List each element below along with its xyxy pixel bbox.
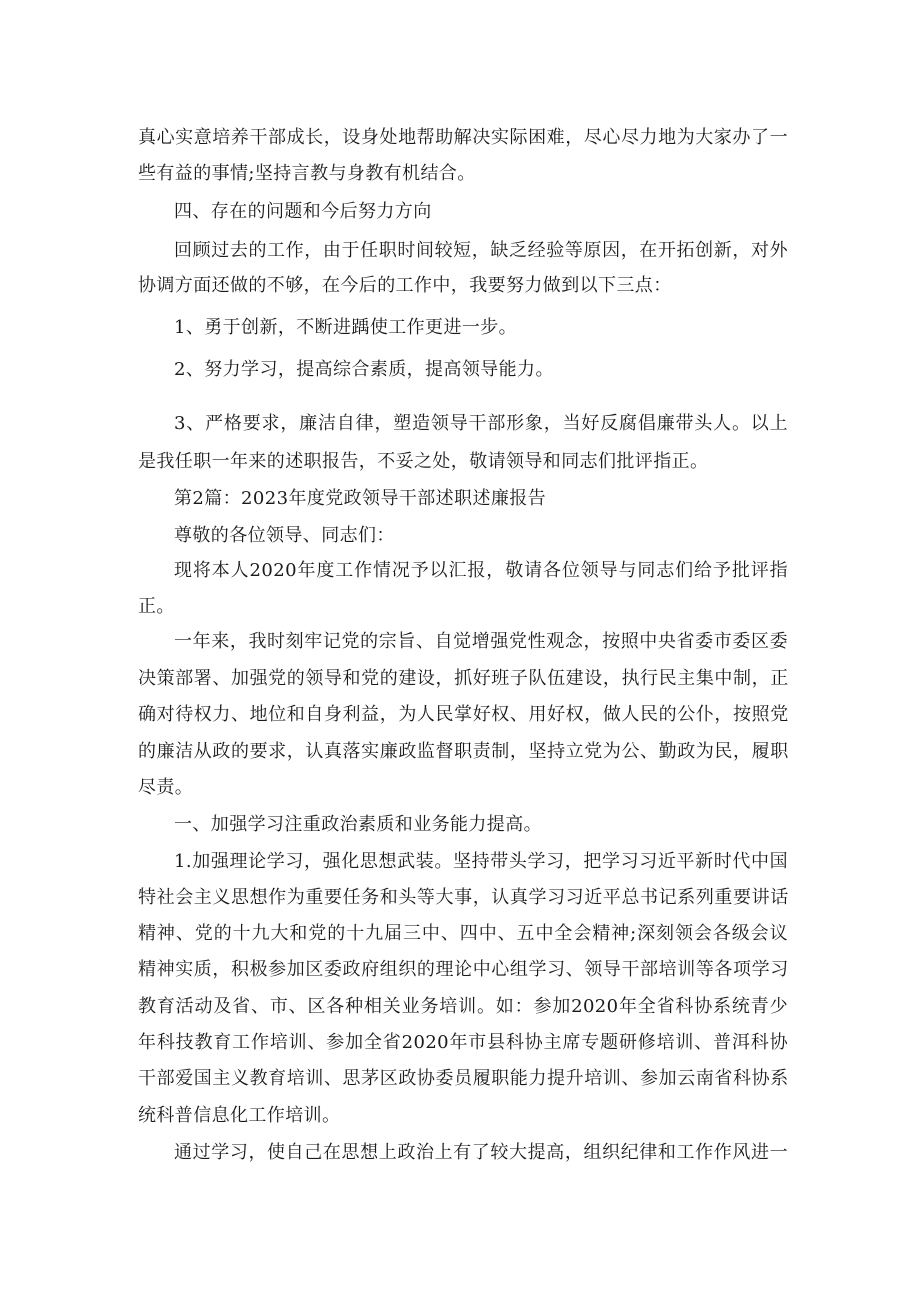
list-item: 1、勇于创新，不断进踽使工作更进一步。 xyxy=(174,317,518,338)
paragraph-line: 通过学习，使自己在思想上政治上有了较大提高，组织纪律和工作作风进一 xyxy=(174,1142,788,1163)
salutation: 尊敬的各位领导、同志们： xyxy=(174,525,395,546)
list-item: 2、努力学习，提高综合素质，提高领导能力。 xyxy=(174,359,554,380)
paragraph-line: 尽责。 xyxy=(138,777,194,798)
paragraph-line: 决策部署、加强党的领导和党的建设，抓好班子队伍建设，执行民主集中制，正 xyxy=(138,668,788,689)
paragraph-line: 一年来，我时刻牢记党的宗旨、自觉增强党性观念，按照中央省委市委区委 xyxy=(174,631,788,652)
paragraph-line: 是我任职一年来的述职报告，不妥之处，敬请领导和同志们批评指正。 xyxy=(138,451,709,472)
paragraph-line: 精神、党的十九大和党的十九届三中、四中、五中全会精神;深刻领会各级会议 xyxy=(138,923,788,944)
paragraph-line: 统科普信息化工作培训。 xyxy=(138,1105,341,1126)
list-item: 3、严格要求，廉洁自律，塑造领导干部形象，当好反腐倡廉带头人。以上 xyxy=(174,413,788,434)
paragraph-line: 年科技教育工作培训、参加全省2020年市县科协主席专题研修培训、普洱科协 xyxy=(138,1032,788,1053)
paragraph-line: 回顾过去的工作，由于任职时间较短，缺乏经验等原因，在开拓创新，对外 xyxy=(174,240,788,261)
section-heading: 一、加强学习注重政治素质和业务能力提高。 xyxy=(174,814,542,835)
paragraph-line: 的廉洁从政的要求，认真落实廉政监督职责制，坚持立党为公、勤政为民，履职 xyxy=(138,741,788,762)
paragraph-line: 教育活动及省、市、区各种相关业务培训。如：参加2020年全省科协系统青少 xyxy=(138,996,788,1017)
paragraph-line: 特社会主义思想作为重要任务和头等大事，认真学习习近平总书记系列重要讲话 xyxy=(138,887,788,908)
paragraph-line: 真心实意培养干部成长，设身处地帮助解决实际困难，尽心尽力地为大家办了一 xyxy=(138,127,788,148)
section-heading: 四、存在的问题和今后努力方向 xyxy=(174,201,432,222)
paragraph-line: 干部爱国主义教育培训、思茅区政协委员履职能力提升培训、参加云南省科协系 xyxy=(138,1068,788,1089)
paragraph-line: 些有益的事情;坚持言教与身教有机结合。 xyxy=(138,163,476,184)
paragraph-line: 精神实质，积极参加区委政府组织的理论中心组学习、领导干部培训等各项学习 xyxy=(138,959,788,980)
paragraph-line: 协调方面还做的不够，在今后的工作中，我要努力做到以下三点： xyxy=(138,275,672,296)
paragraph-line: 现将本人2020年度工作情况予以汇报，敬请各位领导与同志们给予批评指 xyxy=(174,560,788,581)
paragraph-line: 确对待权力、地位和自身利益，为人民掌好权、用好权，做人民的公仆，按照党 xyxy=(138,704,788,725)
chapter-heading: 第2篇：2023年度党政领导干部述职述廉报告 xyxy=(174,488,547,509)
paragraph-line: 正。 xyxy=(138,596,175,617)
paragraph-line: 1.加强理论学习，强化思想武装。坚持带头学习，把学习习近平新时代中国 xyxy=(174,851,788,872)
